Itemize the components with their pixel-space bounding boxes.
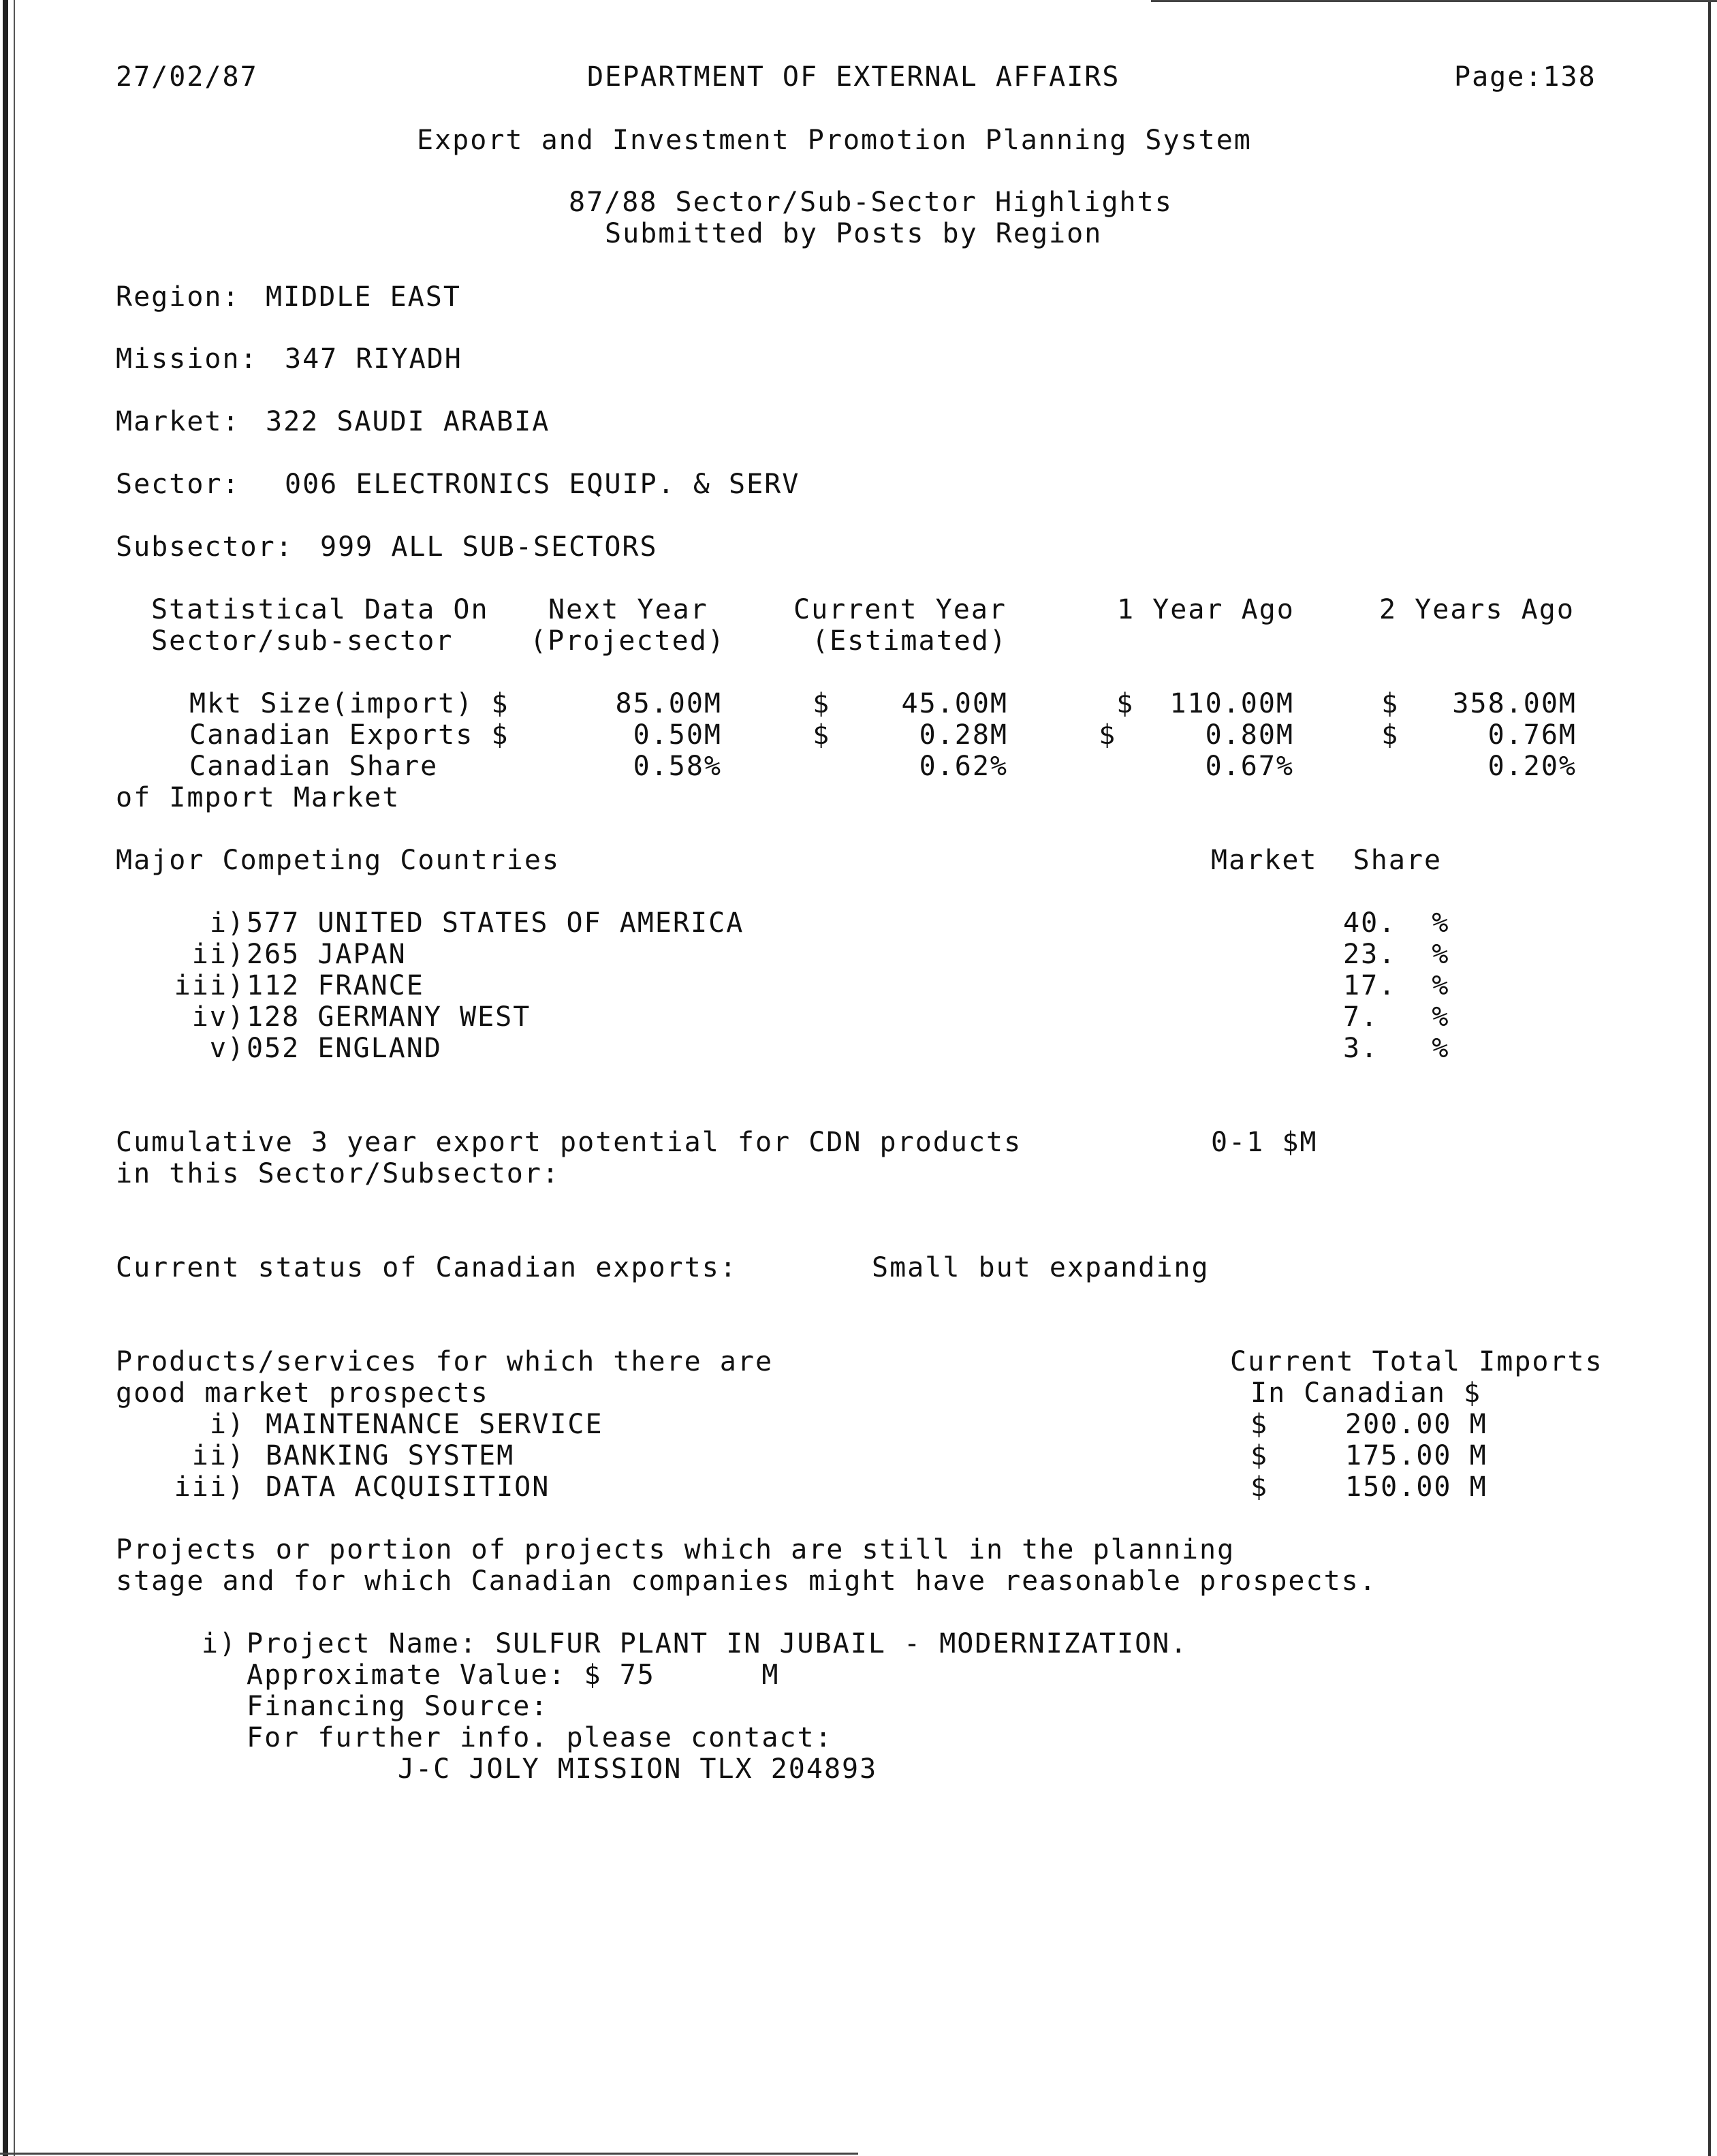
stats-heading: Statistical Data On <box>151 594 489 625</box>
stat-value: 0.67% <box>1205 751 1294 782</box>
product-name: BANKING SYSTEM <box>266 1440 515 1471</box>
status-value: Small but expanding <box>872 1252 1210 1283</box>
competitor-name: 265 JAPAN <box>247 939 407 970</box>
stat-value: $ 0.80M <box>1099 719 1294 751</box>
page-edge <box>0 2153 858 2155</box>
page-edge <box>14 0 15 2156</box>
competitor-share: 40. % <box>1343 907 1450 939</box>
region-value: MIDDLE EAST <box>266 281 461 313</box>
product-amount: 150.00 M <box>1345 1471 1487 1503</box>
mission-value: 347 RIYADH <box>285 343 462 375</box>
competitor-name: 577 UNITED STATES OF AMERICA <box>247 907 744 939</box>
project-contact: J-C JOLY MISSION TLX 204893 <box>398 1753 878 1785</box>
competitor-share: 17. % <box>1343 970 1450 1001</box>
column-heading: (Projected) <box>530 625 725 657</box>
stat-row-label: Canadian Exports $ <box>189 719 509 751</box>
page-edge <box>3 0 8 2156</box>
report-title: 87/88 Sector/Sub-Sector Highlights <box>569 187 1173 218</box>
stat-value: 0.20% <box>1487 751 1577 782</box>
list-number: iii) <box>174 970 245 1001</box>
list-number: i) <box>201 1628 237 1659</box>
project-financing: Financing Source: <box>247 1691 549 1722</box>
stat-value: $ 358.00M <box>1381 688 1577 719</box>
stat-row-label: of Import Market <box>116 782 400 813</box>
imports-heading: In Canadian $ <box>1250 1377 1482 1409</box>
market-share-heading: Market Share <box>1211 845 1443 876</box>
currency-symbol: $ <box>1250 1440 1269 1471</box>
project-contact-label: For further info. please contact: <box>247 1722 833 1753</box>
competitors-heading: Major Competing Countries <box>116 845 561 876</box>
list-number: ii) <box>191 1440 245 1471</box>
system-title: Export and Investment Promotion Planning System <box>417 125 1252 156</box>
projects-heading: Projects or portion of projects which are still in the planning <box>116 1534 1235 1565</box>
competitor-name: 128 GERMANY WEST <box>247 1001 531 1033</box>
list-number: i) <box>209 1409 245 1440</box>
region-label: Region: <box>116 281 240 313</box>
competitor-name: 112 FRANCE <box>247 970 424 1001</box>
column-heading: 1 Year Ago <box>1117 594 1295 625</box>
stats-heading: Sector/sub-sector <box>151 625 454 657</box>
stat-value: $ 45.00M <box>813 688 1008 719</box>
department-name: DEPARTMENT OF EXTERNAL AFFAIRS <box>587 61 1120 93</box>
column-heading: (Estimated) <box>812 625 1007 657</box>
currency-symbol: $ <box>1250 1471 1269 1503</box>
subsector-value: 999 ALL SUB-SECTORS <box>320 531 658 563</box>
stat-value: $ 0.76M <box>1381 719 1577 751</box>
competitor-share: 23. % <box>1343 939 1450 970</box>
market-label: Market: <box>116 406 240 437</box>
currency-symbol: $ <box>1250 1409 1269 1440</box>
market-value: 322 SAUDI ARABIA <box>266 406 550 437</box>
stat-value: 0.62% <box>919 751 1008 782</box>
potential-label: in this Sector/Subsector: <box>116 1158 561 1189</box>
stat-value: $ 0.28M <box>813 719 1008 751</box>
project-value: Approximate Value: $ 75 M <box>247 1659 780 1691</box>
competitor-name: 052 ENGLAND <box>247 1033 442 1064</box>
stat-row-label: Mkt Size(import) $ <box>189 688 509 719</box>
page-number: Page:138 <box>1454 61 1596 93</box>
subsector-label: Subsector: <box>116 531 294 563</box>
products-heading: good market prospects <box>116 1377 489 1409</box>
column-heading: 2 Years Ago <box>1379 594 1575 625</box>
stat-row-label: Canadian Share <box>189 751 439 782</box>
competitor-share: 7. % <box>1343 1001 1450 1033</box>
mission-label: Mission: <box>116 343 258 375</box>
status-label: Current status of Canadian exports: <box>116 1252 738 1283</box>
stat-value: $ 110.00M <box>1116 688 1294 719</box>
list-number: iv) <box>191 1001 245 1033</box>
page-edge <box>1151 0 1717 2</box>
report-subtitle: Submitted by Posts by Region <box>605 218 1103 249</box>
projects-heading: stage and for which Canadian companies might have reasonable prospects. <box>116 1565 1377 1597</box>
list-number: i) <box>209 907 245 939</box>
products-heading: Products/services for which there are <box>116 1346 774 1377</box>
stat-value: 85.00M <box>615 688 722 719</box>
column-heading: Current Year <box>793 594 1007 625</box>
product-amount: 175.00 M <box>1345 1440 1487 1471</box>
project-name: Project Name: SULFUR PLANT IN JUBAIL - MODERNIZATION. <box>247 1628 1188 1659</box>
potential-label: Cumulative 3 year export potential for CDN products <box>116 1127 1022 1158</box>
report-date: 27/02/87 <box>116 61 258 93</box>
product-name: DATA ACQUISITION <box>266 1471 550 1503</box>
product-amount: 200.00 M <box>1345 1409 1487 1440</box>
column-heading: Next Year <box>548 594 708 625</box>
list-number: iii) <box>174 1471 245 1503</box>
page-edge <box>1708 0 1711 2156</box>
competitor-share: 3. % <box>1343 1033 1450 1064</box>
product-name: MAINTENANCE SERVICE <box>266 1409 603 1440</box>
potential-value: 0-1 $M <box>1211 1127 1318 1158</box>
imports-heading: Current Total Imports <box>1230 1346 1603 1377</box>
list-number: v) <box>209 1033 245 1064</box>
stat-value: 0.58% <box>633 751 722 782</box>
list-number: ii) <box>191 939 245 970</box>
stat-value: 0.50M <box>633 719 722 751</box>
sector-label: Sector: <box>116 469 240 500</box>
sector-value: 006 ELECTRONICS EQUIP. & SERV <box>285 469 800 500</box>
